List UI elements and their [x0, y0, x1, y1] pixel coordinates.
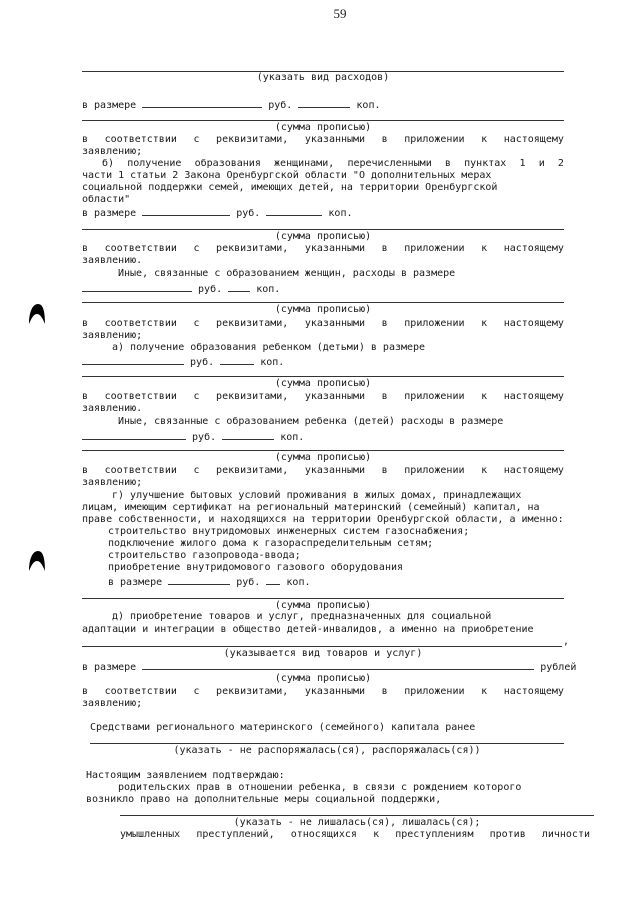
accordance-line: в соответствии с реквизитами, указанными в приложении к настоящему — [82, 686, 564, 697]
sum-caption: (сумма прописью) — [274, 600, 372, 611]
statement-text: заявлению; — [82, 146, 143, 157]
women-edu-line-2: части 1 статьи 2 Закона Оренбургской области "О дополнительных мерах — [82, 170, 492, 181]
sum-caption: (сумма прописью) — [274, 231, 372, 242]
sum-caption: (сумма прописью) — [274, 673, 372, 684]
parental-line-1: родительских прав в отношении ребенка, в связи с рождением которого — [118, 782, 522, 793]
housing-line-2: лицам, имеющим сертификат на региональный материнский (семейный) капитал, на — [82, 502, 540, 513]
binder-hole-mark — [28, 550, 46, 572]
sum-line — [82, 229, 564, 230]
sum-caption: (сумма прописью) — [274, 304, 372, 315]
amount-kop-blank — [220, 355, 254, 365]
amount-rub-blank — [142, 98, 262, 108]
sum-caption: (сумма прописью) — [274, 378, 372, 389]
women-edu-line-3: социальной поддержки семей, имеющих детей, на территории Оренбургской — [82, 182, 498, 193]
sum-line — [82, 450, 564, 451]
amount-rub-blank — [82, 430, 186, 440]
amount-kop-blank — [266, 575, 280, 585]
amount-kop-blank — [266, 206, 322, 216]
housing-line-1: г) улучшение бытовых условий проживания в жилых домах, принадлежащих — [112, 490, 522, 501]
sum-caption: (сумма прописью) — [274, 452, 372, 463]
goods-trailing-comma: , — [563, 636, 570, 647]
housing-item-4: приобретение внутридомового газового оборудования — [108, 562, 404, 573]
accordance-line: в соответствии с реквизитами, указанными в приложении к настоящему — [82, 318, 564, 329]
housing-item-3: строительство газопровода-ввода; — [108, 550, 301, 561]
amount-rub-blank — [142, 206, 230, 216]
housing-item-2: подключение жилого дома к газораспределительным сетям; — [108, 538, 434, 549]
sum-line — [82, 598, 564, 599]
amount-rub-blank — [82, 282, 192, 292]
deprived-line — [120, 815, 594, 816]
child-other-text: Иные, связанные с образованием ребенка (детей) расходы в размере — [118, 416, 504, 427]
women-other-text: Иные, связанные с образованием женщин, расходы в размере — [118, 268, 456, 279]
sum-line — [82, 376, 564, 377]
women-edu-line-4: области" — [82, 194, 131, 205]
deprived-caption: (указать - не лишалась(ся), лишалась(ся); — [233, 817, 481, 828]
housing-line-3: праве собственности, и находящихся на территории Оренбургской области, а именно: — [82, 514, 564, 525]
statement-text: заявлению; — [82, 477, 143, 488]
amount-row-6: в размере руб. коп. — [108, 577, 311, 588]
sum-caption: (сумма прописью) — [274, 122, 372, 133]
amount-kop-blank — [228, 282, 250, 292]
amount-row-3: руб. коп. — [82, 282, 280, 296]
amount-kop-blank — [222, 430, 274, 440]
goods-line-2: адаптации и интеграции в общество детей-инвалидов, а именно на приобретение — [82, 624, 534, 635]
expense-type-caption: (указать вид расходов) — [256, 72, 390, 83]
goods-amount-blank — [142, 660, 534, 670]
parental-line-2: возникло право на дополнительные меры социальной поддержки, — [86, 794, 442, 805]
page-number: 59 — [333, 6, 347, 21]
disposed-line — [90, 743, 564, 744]
housing-item-1: строительство внутридомовых инженерных систем газоснабжения; — [108, 526, 470, 537]
crimes-line: умышленных преступлений, относящихся к преступлениям против личности — [120, 829, 590, 840]
women-edu-line-1: б) получение образования женщинами, перечисленными в пунктах 1 и 2 — [102, 158, 564, 169]
statement-text: заявлению. — [82, 403, 143, 414]
amount-row-5: руб. коп. — [82, 430, 304, 444]
disposed-caption: (указать - не распоряжалась(ся), распоряжалась(ся)) — [173, 745, 481, 756]
statement-text: заявлению; — [82, 330, 143, 341]
amount-row-2: в размере руб. коп. — [82, 208, 353, 219]
amount-rub-blank — [82, 355, 184, 365]
statement-text: заявлению. — [82, 255, 143, 266]
rub-label: руб. — [268, 100, 293, 111]
goods-type-line — [82, 646, 562, 647]
kop-label: коп. — [356, 100, 381, 111]
amount-row-1 — [82, 98, 381, 112]
child-edu-text: а) получение образования ребенком (детьми) в размере — [112, 342, 426, 353]
confirm-title: Настоящим заявлением подтверждаю: — [86, 770, 285, 781]
goods-type-caption: (указывается вид товаров и услуг) — [223, 648, 423, 659]
accordance-line: в соответствии с реквизитами, указанными в приложении к настоящему — [82, 465, 564, 476]
goods-amount-row: в размере рублей — [82, 662, 577, 673]
accordance-line: в соответствии с реквизитами, указанными в приложении к настоящему — [82, 243, 564, 254]
binder-hole-mark — [28, 303, 46, 325]
sum-line — [82, 302, 564, 303]
amount-kop-blank — [298, 98, 350, 108]
sum-line — [82, 120, 564, 121]
accordance-line: в соответствии с реквизитами, указанными в приложении к настоящему — [82, 391, 564, 402]
goods-line-1: д) приобретение товаров и услуг, предназначенных для социальной — [112, 611, 492, 622]
accordance-line: в соответствии с реквизитами, указанными в приложении к настоящему — [82, 134, 564, 145]
amount-row-4: руб. коп. — [82, 355, 284, 369]
amount-rub-blank — [168, 575, 230, 585]
amount-label: в размере — [82, 100, 137, 111]
statement-text: заявлению; — [82, 698, 143, 709]
regional-capital-text: Средствами регионального материнского (семейного) капитала ранее — [90, 722, 476, 733]
